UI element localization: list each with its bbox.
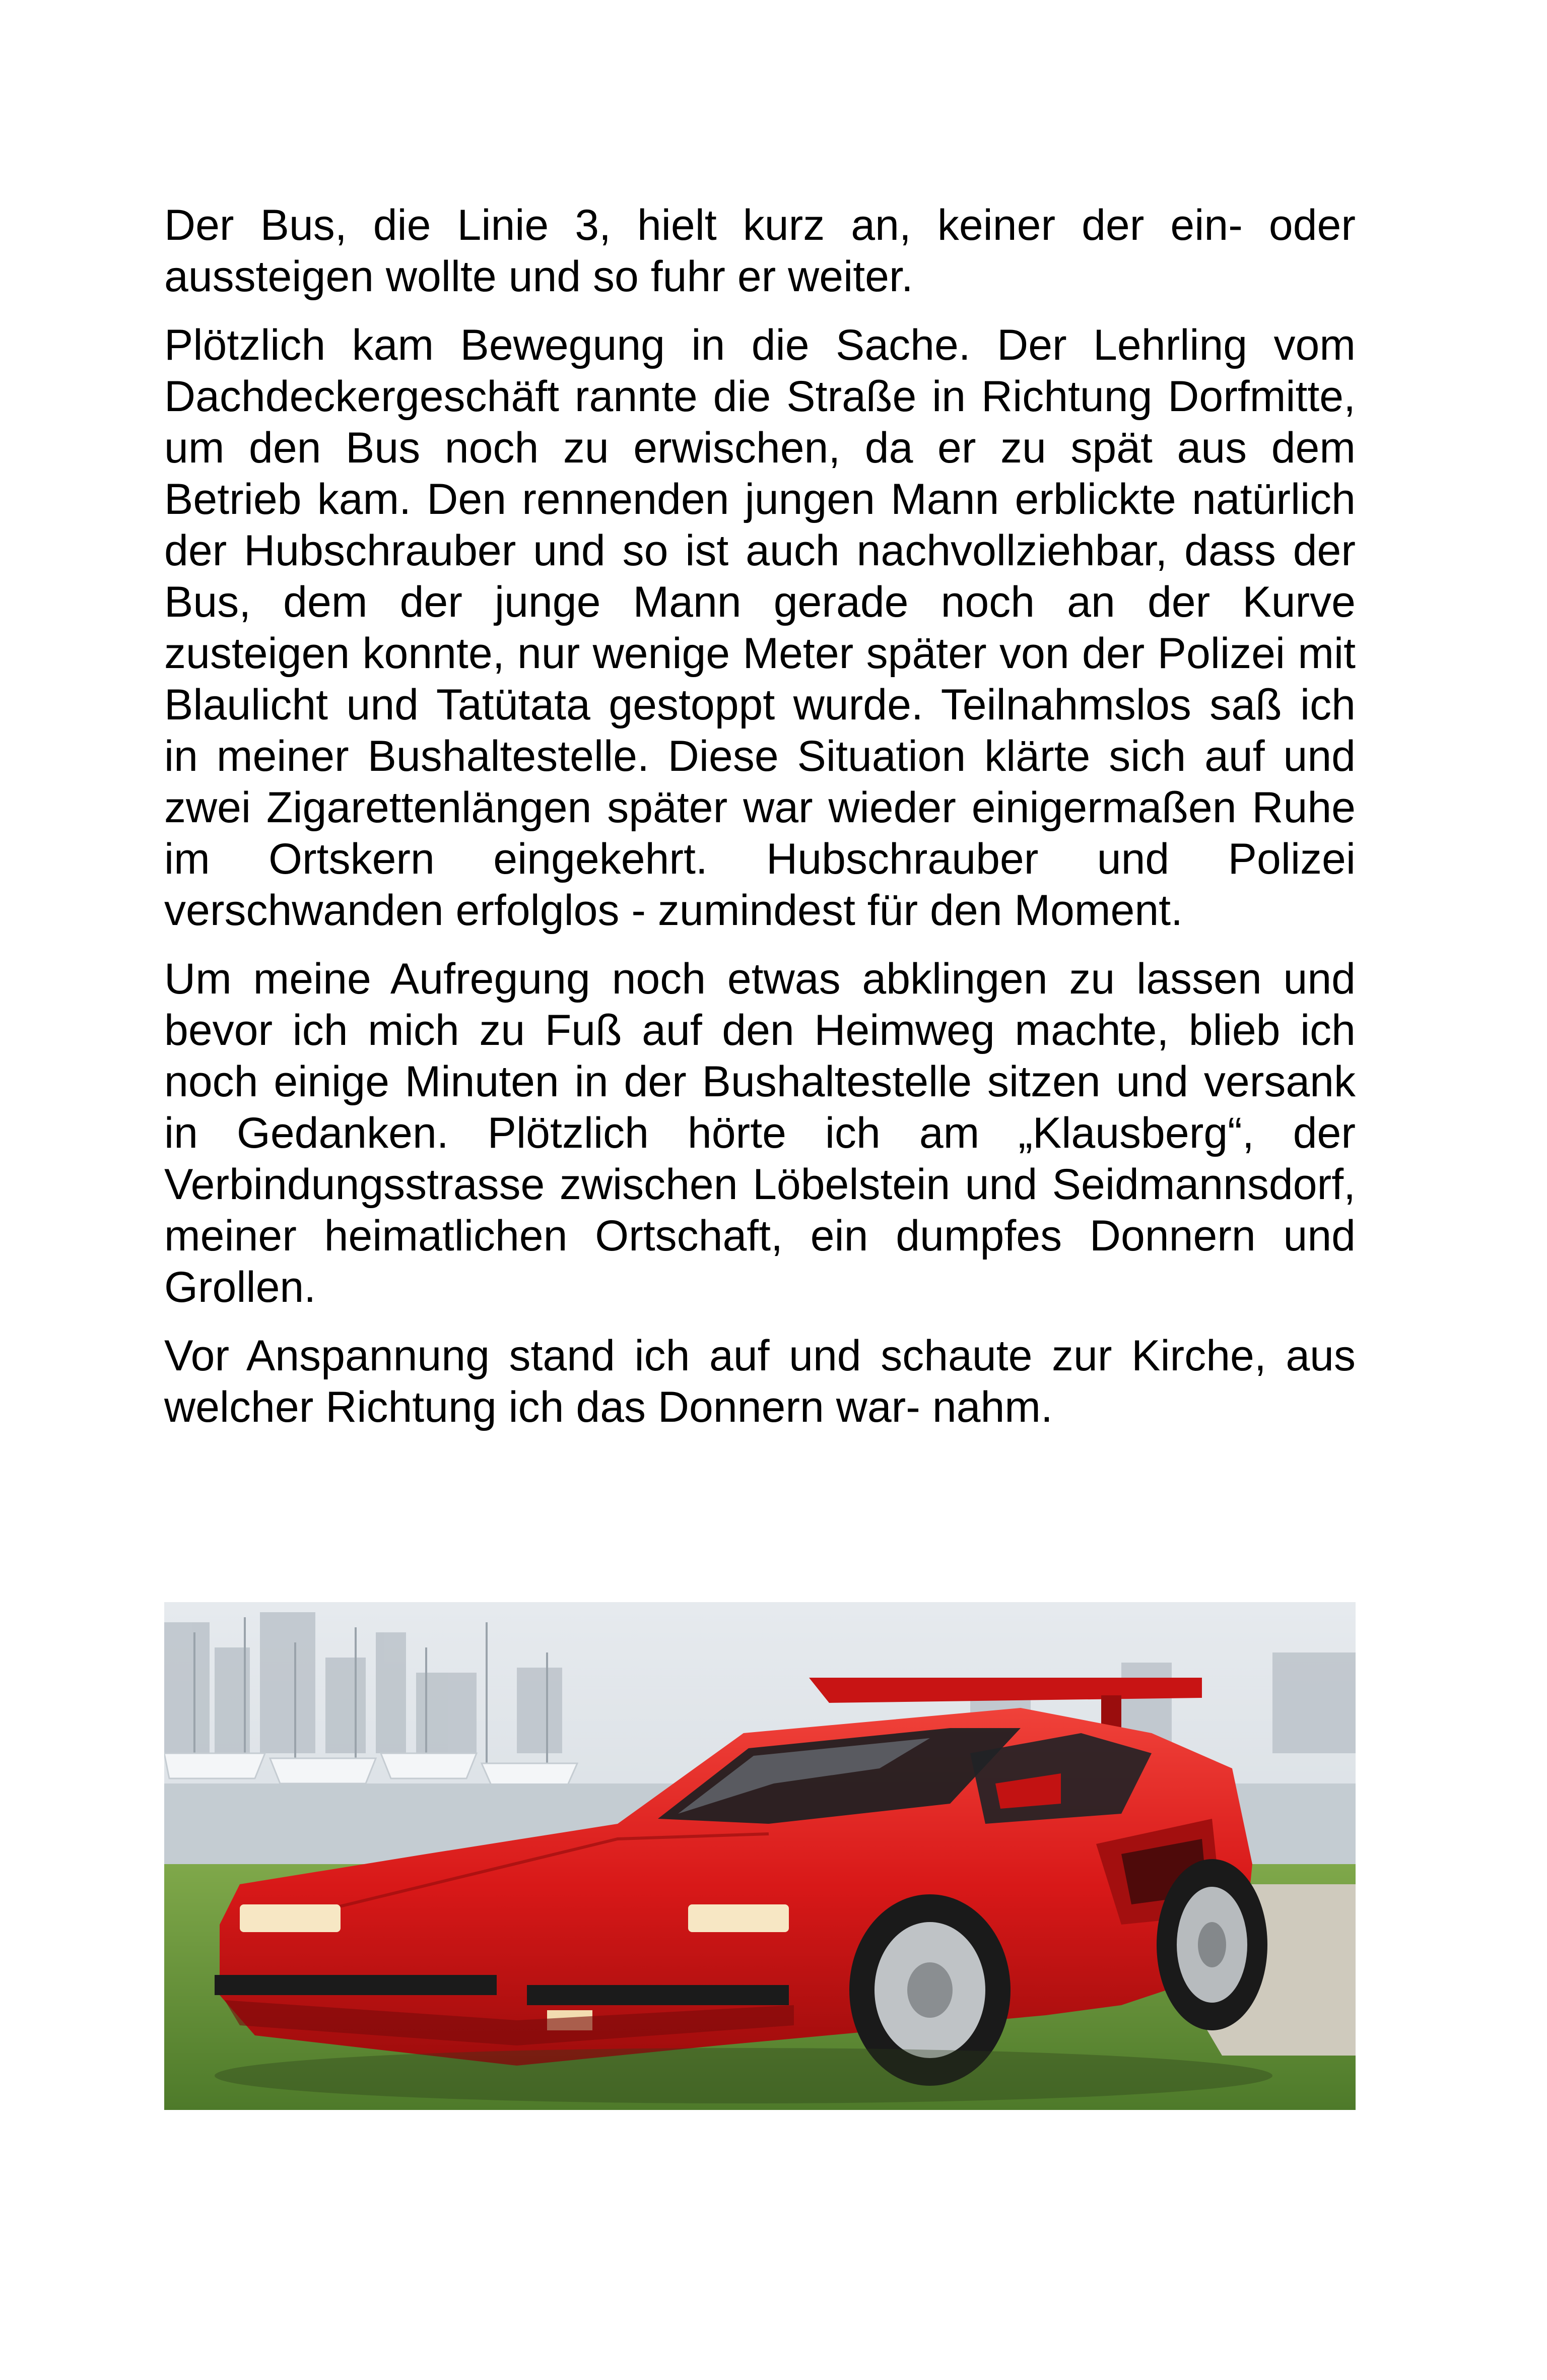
red-sports-car-photo [164, 1602, 1356, 2110]
paragraph-4: Vor Anspannung stand ich auf und schaute zur Kirche, aus welcher Richtung ich das Donnern war- nahm. [164, 1332, 1356, 1431]
paragraph-3: Um meine Aufregung noch etwas abklingen zu lassen und bevor ich mich zu Fuß auf den Heimweg machte, blieb ich noch einige Minuten in der Bushaltestelle sitzen und versank in Gedanken. Plötzlich hörte ich am „Klausberg“, der Verbindungsstrasse zwischen Löbelstein und Seidmannsdorf, meiner heimatlichen Ortschaft, ein dumpfes Donnern und Grollen. [164, 955, 1356, 1311]
paragraph-2: Plötzlich kam Bewegung in die Sache. Der Lehrling vom Dachdeckergeschäft rannte die Straße in Richtung Dorfmitte, um den Bus noch zu erwischen, da er zu spät aus dem Betrieb kam. Den rennenden jungen Mann erblickte natürlich der Hubschrauber und so ist auch nachvollziehbar, dass der Bus, dem der junge Mann gerade noch an der Kurve zusteigen konnte, nur wenige Meter später von der Polizei mit Blaulicht und Tatütata gestoppt wurde. Teilnahmslos saß ich in meiner Bushaltestelle. Diese Situation klärte sich auf und zwei Zigarettenlängen später war wieder einigermaßen Ruhe im Ortskern eingekehrt. Hubschrauber und Polizei verschwanden erfolglos - zumindest für den Moment. [164, 321, 1356, 935]
text-body [164, 200, 1356, 1450]
car-illustration [164, 1602, 1356, 2110]
paragraph-1: Der Bus, die Linie 3, hielt kurz an, keiner der ein- oder aussteigen wollte und so fuhr er weiter. [164, 201, 1356, 301]
